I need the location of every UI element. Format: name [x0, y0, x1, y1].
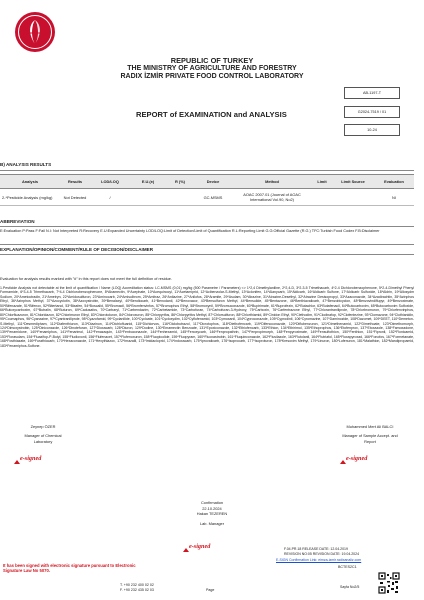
column-header: E.U.(±)	[130, 175, 166, 189]
column-header: Evaluation	[374, 175, 414, 189]
center-signatory-name: Hakan TEZEREN	[196, 511, 228, 517]
confirmation-date: 22.10.2024	[202, 505, 222, 511]
header-line-2: THE MINISTRY OF AGRICULTURE AND FORESTRY	[127, 65, 297, 72]
cell-eu	[130, 189, 166, 206]
column-header: Device	[194, 175, 232, 189]
cell-lod-loq: /	[90, 189, 130, 206]
cell-results: Not Detected	[60, 189, 90, 206]
cell-evaluation: NI	[374, 189, 414, 206]
explanation-intro: Evaluation for analysis results marked with "#" in this report does not meet the full definition of residue.	[0, 277, 172, 281]
header-line-3: RADIX İZMİR PRIVATE FOOD CONTROL LABORATORY	[120, 73, 304, 80]
reference-box: AB-1197-T	[344, 87, 400, 99]
right-signature	[322, 424, 418, 444]
document-code: BCTES2C1	[338, 565, 357, 570]
column-header: Analysis	[0, 175, 60, 189]
left-signature	[8, 424, 78, 444]
esign-confirmation-link[interactable]: E-SIGN Confirmation Link: eimza-izmir.radixanaliz.com	[276, 557, 362, 562]
divider	[0, 254, 414, 255]
header-line-1: REPUBLIC OF TURKEY	[170, 56, 254, 65]
column-header: R (%)	[166, 175, 194, 189]
revision-line-2: REVISION NO:05 REVISION DATE: 19.04.2024	[284, 552, 360, 557]
phone-number: T. +90 232 400 02 02	[120, 583, 154, 587]
right-signatory-role: Manager of Sample Accept. and Report	[342, 433, 398, 444]
column-header: LOD/LOQ	[90, 175, 130, 189]
divider	[0, 226, 414, 227]
qr-code-icon[interactable]	[378, 572, 400, 594]
cell-method: AOAC 2007.01 (Journal of AOAC International Vol.90, No2)	[232, 189, 312, 206]
reference-box: G2024-7519 / 01	[344, 106, 400, 118]
contact-info	[120, 583, 154, 594]
left-signatory-role: Manager of Chemical Laboratory	[24, 433, 62, 444]
fax-number: F. +90 232 435 02 03	[120, 588, 154, 593]
cell-device: GC-MSMS	[194, 189, 232, 206]
divider	[0, 170, 414, 171]
abbreviation-text: E:Evaluation P:Pass F:Fail N.I: Not Interpreted R:Recovery E.U:Expanded Uncertainty LOD/LOQ:Limit of Detection/Limit of Quantification R.L:Reporting Limit G.G:Official Gazette (R.G.) TFC:Turkish Food Codex F.B:Disclaimer	[0, 229, 380, 233]
report-title: REPORT of EXAMINATION and ANALYSIS	[136, 110, 287, 119]
table-row	[0, 189, 414, 206]
page-count: Sayfa No2/5	[340, 584, 360, 589]
analysis-results-title: B) ANALYSIS RESULTS	[0, 162, 52, 167]
explanation-title: EXPLANATION/OPINION/COMMENT/RULE OF DECISION/DISCLAIMER	[0, 247, 154, 252]
abbreviation-title: ABBREVIATION	[0, 219, 35, 224]
electronic-signature-notice: It has been signed with electronic signature pursuant to Electronic Signature Law No 5070.	[3, 563, 136, 574]
confirmation-label: Confirmation	[200, 500, 224, 505]
column-header: Limit Source	[332, 175, 374, 189]
column-header: Results	[60, 175, 90, 189]
cell-analysis: 2-*Pesticide Analysis (mg/kg)	[0, 189, 60, 206]
table-header-row	[0, 175, 414, 189]
left-signatory-name: Zeynep ÖZER	[30, 424, 56, 429]
center-signatory-role: Lab. Manager	[199, 520, 224, 526]
column-header: Method	[232, 175, 312, 189]
column-header: Limit	[312, 175, 332, 189]
e-signed-stamp: e-signed	[20, 455, 42, 462]
cell-limit-source	[332, 189, 374, 206]
divider	[0, 244, 414, 245]
revision-line-1: F.04.PR.18 RELEASE DATE: 12.04.2019	[284, 547, 348, 551]
pesticide-parameter-list: 1.Pesticide Analysis not detectable at the limit of quantification / Name (LOQ) Accreditation status: LC-MSMS (0,01) mg/kg (500 Parametre / Parameters) <> 1*2,4 Dimethylaniline, 2*2,4-D, 3*2-3-5 Trimethacarb, 4*2-4 Dichlorobenzophenone, 5*2-4-Dimethyl Phenyl Formamide, 6*3-4-5 Trimethacarb, 7*4-4 Dichlorobenzophenone, 8*Abamectin, 9*Acephate, 10*Acequinocyl, 11*Acetamiprid, 12*Acibenzolar-S-Methyl, 13*Aclonifen, 14*Alanycarb, 15*Aldicarb, 16*Aldicarb Sulfone, 17*Aldicarb Sulfoxide, 18*Aldrin, 19*Allosydm Sodium, 20*Ametoctradin, 21*Ametryn, 22*Amidosulfuron, 23*Aminocarb, 24*Amisulbrom, 25*Amitraz, 26*Anilazine, 27*Anilofos, 28*Aramite, 29*Asulam, 30*Atrazine, 31*Atrazine-Desethyl, 32*Atrazine Desisopropyl, 33*Azaconazole, 34*Azadirachtin, 35*Azinphos Ethyl, 36*Azinphos Methyl, 37*Azocyclotin, 38*Azoxystrobin, 39*Benalaxyl, 40*Bendiocarb, 41*Benodanil, 42*Benoxacor, 43*Bensulfuron Methyl, 44*Bensulide, 45*Bentazone, 46*Benthiavalicarb, 47*Benzobicyclon, 48*Benzovindiflupyr, 49*Benzoximate, 50*Bifenazate, 51*Bifenox, 52*Bitertanol, 53*Bixafen, 54*Boscalid, 55*Bromacil, 56*Bromfenvinfos, 57*Bromophos Ethyl, 58*Bromoxynil, 59*Bromuconazole, 60*Bupirimate, 61*Buprofezin, 62*Butachlor, 63*Butafenacil, 64*Butocarboxim, 65*Butocarboxim Sulfoxide, 66*Butoxycarboxim, 67*Butralin, 68*Buturon, 69*Cadusafos, 70*Carbaryl, 71*Carbendazim, 72*Carbetamide, 73*Carbofuran, 74*Carbofuran-3-Hydroxy, 75*Carboxin, 76*Carfentrazone Ethyl, 77*Chlorantraniliprole, 78*Chlorbromuron, 79*Chlorfenvinphos, 80*Chlorfluazuron, 81*Chloridazon, 82*Chlorimuron Ethyl, 83*Chlorotoluron, 84*Chloroxuron, 85*Chlorpyrifos, 86*Chlorpyrifos Methyl, 87*Chlorsulfuron, 88*Chlorthiamid, 89*Cinidon Ethyl, 90*Clethodim, 91*Clodinafop, 92*Clofentezine, 93*Clomazone, 94*Clothianidin, 95*Coumaphos, 96*Cyanazine, 97*Cyantraniliprole, 98*Cyazofamid, 99*Cyclanilide, 100*Cycloate, 101*Cycloxydim, 102*Cyflufenamid, 103*Cymoxanil, 104*Cyproconazole, 105*Cyprodinil, 106*Cyromazine, 107*Daminozide, 108*Dazomet, 109*DEET, 110*Demeton-S-Methyl, 111*Desmedipham, 112*Diafenthiuron, 113*Diazinon, 114*Dichlofluanid, 115*Dichlorvos, 116*Diclobutrazol, 117*Dicrotophos, 118*Diethofencarb, 119*Difenoconazole, 120*Diflubenzuron, 121*Dimethenamid, 122*Dimethoate, 123*Dimethomorph, 124*Dimoxystrobin, 125*Diniconazole, 126*Dinotefuran, 127*Dioxacarb, 128*Diuron, 129*Dodine, 130*Emamectin Benzoate, 131*Epoxiconazole, 132*Ethiofencarb, 133*Ethion, 134*Ethirimol, 135*Ethoprophos, 136*Etofenprox, 137*Etoxazole, 138*Famoxadone, 139*Fenamidone, 140*Fenamiphos, 141*Fenarimol, 142*Fenazaquin, 143*Fenbuconazole, 144*Fenhexamid, 145*Fenoxycarb, 146*Fenpropathrin, 147*Fenpropimorph, 148*Fenpyroximate, 149*Fensulfothion, 150*Fenthion, 151*Fipronil, 152*Flonicamid, 153*Florasulam, 154*Fluazifop-P-Butyl, 155*Fludioxonil, 156*Flufenacet, 157*Flufenoxuron, 158*Fluopicolide, 159*Fluopyram, 160*Fluoxastrobin, 161*Fluquinconazole, 162*Flusilazole, 163*Flutolanil, 164*Flutriafol, 165*Fluxapyroxad, 166*Fonofos, 167*Formetanate, 168*Fosthiazate, 169*Furathiocarb, 170*Hexaconazole, 171*Hexythiazox, 172*Imazalil, 173*Imidacloprid, 174*Indoxacarb, 175*Iprovalicarb, 176*Isoprocarb, 177*Isoproturon, 178*Kresoxim Methyl, 179*Linuron, 180*Lufenuron, 181*Malathion, 182*Mandipropamid, 183*Fenamiphos-Sulfone.	[0, 286, 414, 348]
ministry-logo-icon	[14, 11, 56, 53]
cell-limit	[312, 189, 332, 206]
analysis-results-table	[0, 174, 414, 206]
right-signatory-name: Muhammed Mert Ali BALCI	[346, 424, 394, 429]
cell-r	[166, 189, 194, 206]
page-label: Page	[206, 588, 215, 592]
e-signed-stamp: e-signed	[189, 543, 211, 550]
confirmation-block	[0, 500, 424, 527]
reference-box: 10-24	[344, 124, 400, 136]
e-signed-stamp: e-signed	[346, 455, 368, 462]
